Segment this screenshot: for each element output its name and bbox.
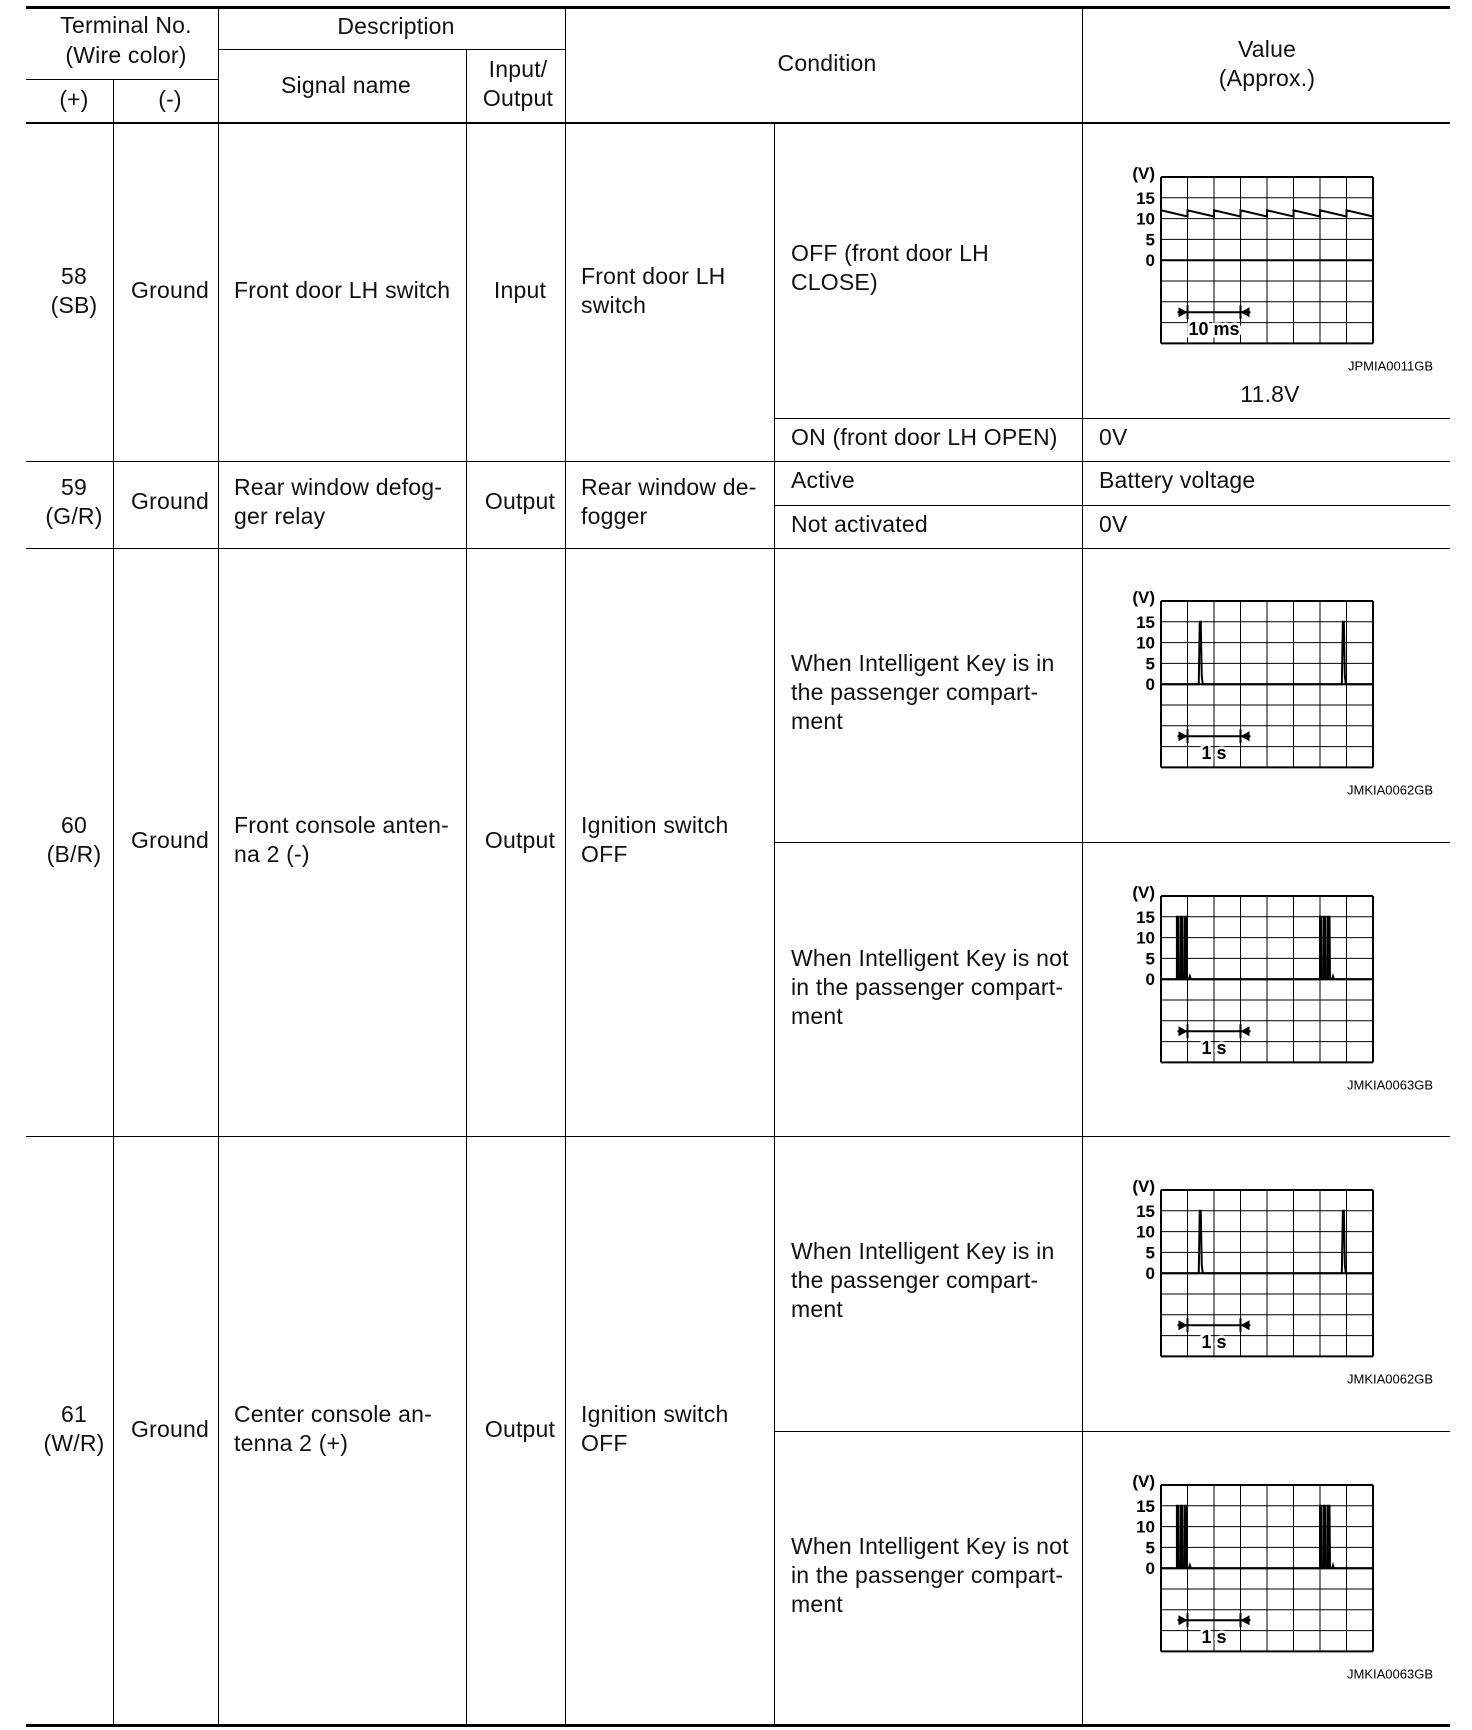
y-unit-label: (V)	[1132, 883, 1155, 902]
y-tick-label: 5	[1145, 949, 1155, 969]
row60-terminal: 60	[61, 812, 87, 838]
y-tick-label: 5	[1145, 230, 1155, 250]
waveform-svg	[1126, 588, 1446, 798]
row58-sub1-cond-line1: OFF (front door LH	[791, 240, 989, 266]
rule-59-60	[26, 548, 1450, 549]
header-value-line2: (Approx.)	[1218, 65, 1316, 91]
row61-wire-color: (W/R)	[43, 1430, 105, 1456]
row60-condition-line1: Ignition switch	[581, 812, 729, 838]
row61-terminal: 61	[61, 1401, 87, 1427]
row60-sub1-cond-line1: When Intelligent Key is in	[791, 650, 1055, 676]
row61-condition-line1: Ignition switch	[581, 1401, 729, 1427]
row61-signal-line1: Center console an-	[234, 1401, 432, 1427]
row59-sub2-value: 0V	[1099, 511, 1128, 537]
row60-sub1-cond-line3: ment	[791, 708, 843, 734]
row59-signal-line1: Rear window defog-	[234, 474, 443, 500]
row60-signal-line2: na 2 (-)	[234, 841, 310, 867]
row59-wire-color: (G/R)	[45, 503, 103, 529]
row61-sub2-cond-line3: ment	[791, 1591, 843, 1617]
rule-60-sub	[774, 842, 1450, 843]
y-unit-label: (V)	[1132, 1472, 1155, 1491]
time-scale-label: 1 s	[1201, 1038, 1227, 1059]
row58-condition-line2: switch	[581, 292, 647, 318]
row60-io: Output	[484, 827, 556, 853]
rule-60-61	[26, 1136, 1450, 1137]
row58-sub2-cond: ON (front door LH OPEN)	[791, 424, 1058, 450]
waveform-60-not-in	[1126, 883, 1446, 1093]
y-tick-label: 15	[1136, 907, 1155, 927]
col-rule-condition	[774, 123, 775, 1726]
row60-ground: Ground	[131, 827, 209, 853]
rule-61-sub	[774, 1431, 1450, 1432]
top-rule	[26, 6, 1450, 9]
row59-sub1-value: Battery voltage	[1099, 467, 1256, 493]
row59-io: Output	[484, 488, 556, 514]
header-bottom-rule	[26, 122, 1450, 124]
y-tick-label: 15	[1136, 188, 1155, 208]
header-value-line1: Value	[1237, 36, 1297, 62]
row61-ground: Ground	[131, 1416, 209, 1442]
signal-trace	[1161, 210, 1373, 216]
y-tick-label: 0	[1145, 970, 1155, 990]
figure-code: JMKIA0062GB	[1347, 1371, 1433, 1387]
row59-ground: Ground	[131, 488, 209, 514]
time-scale-label: 1 s	[1201, 743, 1227, 764]
rule-59-sub	[774, 505, 1450, 506]
y-tick-label: 5	[1145, 654, 1155, 674]
figure-code: JPMIA0011GB	[1347, 358, 1433, 374]
col-rule-io	[565, 7, 566, 1726]
header-terminal-line1: Terminal No.	[60, 12, 192, 38]
figure-code: JMKIA0063GB	[1347, 1666, 1433, 1682]
header-condition: Condition	[777, 50, 877, 76]
header-rule-terminal	[26, 79, 218, 80]
row60-signal-line1: Front console anten-	[234, 812, 449, 838]
y-tick-label: 10	[1136, 928, 1155, 948]
header-signal-name: Signal name	[280, 72, 412, 98]
time-scale-label: 1 s	[1201, 1332, 1227, 1353]
waveform-60-in	[1126, 588, 1446, 798]
row60-sub1-cond-line2: the passenger compart-	[791, 679, 1039, 705]
row59-sub1-cond: Active	[791, 467, 855, 493]
header-description: Description	[337, 13, 455, 39]
row58-sub1-value: 11.8V	[1240, 381, 1300, 407]
row60-sub2-cond-line1: When Intelligent Key is not	[791, 945, 1069, 971]
row60-condition-line2: OFF	[581, 841, 628, 867]
y-unit-label: (V)	[1132, 1177, 1155, 1196]
waveform-svg	[1126, 1472, 1446, 1682]
y-unit-label: (V)	[1132, 164, 1155, 183]
y-tick-label: 10	[1136, 633, 1155, 653]
y-tick-label: 15	[1136, 1201, 1155, 1221]
y-tick-label: 0	[1145, 1264, 1155, 1284]
rule-58-sub	[774, 418, 1450, 419]
row61-sub1-cond-line1: When Intelligent Key is in	[791, 1238, 1055, 1264]
figure-code: JMKIA0062GB	[1347, 782, 1433, 798]
row58-signal: Front door LH switch	[234, 277, 451, 303]
row61-sub1-cond-line3: ment	[791, 1296, 843, 1322]
col-rule-value	[1082, 7, 1083, 1726]
header-plus: (+)	[59, 86, 89, 112]
row61-signal-line2: tenna 2 (+)	[234, 1430, 349, 1456]
header-minus: (-)	[158, 86, 182, 112]
row60-sub2-cond-line3: ment	[791, 1003, 843, 1029]
bottom-rule	[26, 1724, 1450, 1727]
y-tick-label: 10	[1136, 1222, 1155, 1242]
row61-sub2-cond-line2: in the passenger compart-	[791, 1562, 1064, 1588]
waveform-svg	[1126, 164, 1446, 374]
y-tick-label: 5	[1145, 1538, 1155, 1558]
row58-wire-color: (SB)	[50, 292, 98, 318]
rule-58-59	[26, 461, 1450, 462]
y-tick-label: 5	[1145, 1243, 1155, 1263]
row59-terminal: 59	[61, 474, 87, 500]
row60-wire-color: (B/R)	[46, 841, 102, 867]
header-io-line2: Output	[482, 85, 554, 111]
time-scale-label: 1 s	[1201, 1627, 1227, 1648]
header-rule-description	[218, 49, 565, 50]
row59-signal-line2: ger relay	[234, 503, 326, 529]
waveform-61-in	[1126, 1177, 1446, 1387]
figure-code: JMKIA0063GB	[1347, 1077, 1433, 1093]
row58-io: Input	[493, 277, 547, 303]
row58-condition-line1: Front door LH	[581, 263, 726, 289]
row58-sub1-cond-line2: CLOSE)	[791, 269, 878, 295]
row58-ground: Ground	[131, 277, 209, 303]
row61-condition-line2: OFF	[581, 1430, 628, 1456]
waveform-61-not-in	[1126, 1472, 1446, 1682]
y-unit-label: (V)	[1132, 588, 1155, 607]
waveform-58-close	[1126, 164, 1446, 374]
row59-condition-line2: fogger	[581, 503, 648, 529]
y-tick-label: 10	[1136, 209, 1155, 229]
waveform-svg	[1126, 1177, 1446, 1387]
row58-terminal: 58	[61, 263, 87, 289]
col-rule-signal	[466, 50, 467, 1726]
row60-sub2-cond-line2: in the passenger compart-	[791, 974, 1064, 1000]
y-tick-label: 0	[1145, 675, 1155, 695]
col-rule-plus-minus	[113, 80, 114, 1726]
time-scale-label: 10 ms	[1188, 319, 1240, 340]
y-tick-label: 0	[1145, 1559, 1155, 1579]
y-tick-label: 15	[1136, 1496, 1155, 1516]
header-terminal-line2: (Wire color)	[65, 42, 187, 68]
row61-sub1-cond-line2: the passenger compart-	[791, 1267, 1039, 1293]
row61-sub2-cond-line1: When Intelligent Key is not	[791, 1533, 1069, 1559]
row59-sub2-cond: Not activated	[791, 511, 928, 537]
y-tick-label: 10	[1136, 1517, 1155, 1537]
row58-sub2-value: 0V	[1099, 424, 1128, 450]
y-tick-label: 0	[1145, 251, 1155, 271]
col-rule-terminal	[218, 7, 219, 1726]
header-io-line1: Input/	[488, 56, 548, 82]
row59-condition-line1: Rear window de-	[581, 474, 757, 500]
waveform-svg	[1126, 883, 1446, 1093]
y-tick-label: 15	[1136, 612, 1155, 632]
row61-io: Output	[484, 1416, 556, 1442]
